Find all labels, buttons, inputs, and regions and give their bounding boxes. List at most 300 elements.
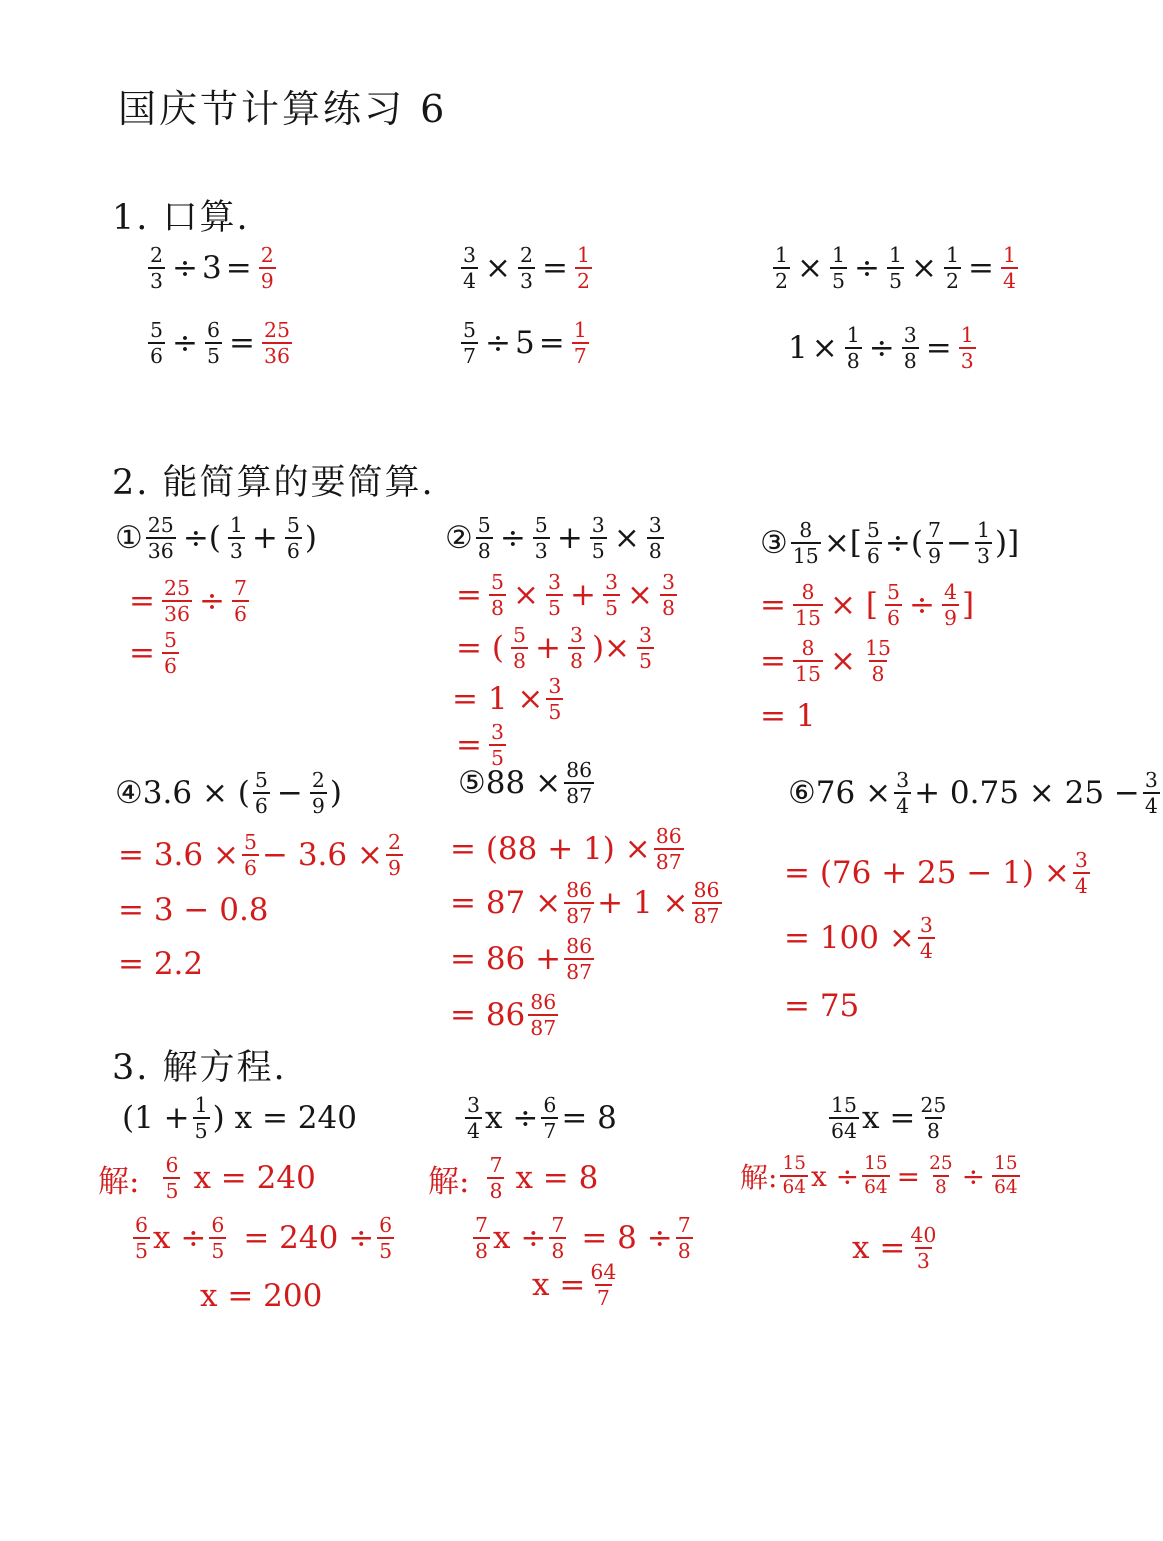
fraction	[676, 1215, 693, 1262]
numerator: 64	[590, 1260, 617, 1284]
math-text: =	[968, 250, 994, 287]
math-text: ①	[115, 520, 143, 557]
denominator: 3	[229, 539, 243, 564]
math-text: ×	[627, 577, 653, 614]
denominator: 5	[379, 1239, 393, 1264]
fraction	[590, 515, 607, 562]
numerator: 3	[648, 513, 662, 537]
denominator: 8	[846, 349, 860, 374]
denominator: 87	[530, 1016, 557, 1041]
fraction	[528, 992, 558, 1039]
s2-problem-3-step-3: = 1	[760, 698, 816, 734]
math-text: = 8 ÷	[581, 1220, 673, 1257]
numerator: 40	[910, 1223, 937, 1247]
numerator: 5	[866, 518, 880, 542]
math-text: 5	[515, 325, 535, 362]
denominator: 4	[1144, 794, 1158, 819]
math-text: =	[225, 250, 252, 287]
math-text: (1 +	[122, 1100, 190, 1137]
fraction	[926, 520, 943, 567]
denominator: 8	[934, 1177, 947, 1199]
numerator: 1	[573, 318, 587, 342]
s2-problem-5-step-3	[450, 936, 597, 983]
math-text: = 87 ×	[450, 885, 562, 922]
denominator: 3	[916, 1249, 930, 1274]
s2-problem-1-step-1	[125, 578, 252, 625]
numerator: 25	[147, 513, 174, 537]
denominator: 64	[994, 1177, 1018, 1199]
denominator: 8	[490, 596, 504, 621]
math-text: 88 ×	[485, 765, 562, 802]
math-text: ]	[961, 587, 975, 624]
fraction	[146, 515, 176, 562]
s3-equation-1-step-3: x = 200	[200, 1278, 323, 1314]
fraction	[927, 1155, 955, 1198]
s2-problem-3-question	[760, 520, 1019, 567]
math-text: ÷	[868, 330, 895, 367]
denominator: 5	[889, 269, 903, 294]
math-text: )]	[995, 525, 1020, 562]
numerator: 15	[994, 1153, 1018, 1174]
math-text: )	[329, 775, 342, 812]
math-text: ③	[760, 525, 788, 562]
denominator: 5	[832, 269, 846, 294]
numerator: 86	[566, 934, 593, 958]
math-text: ÷	[854, 250, 880, 287]
math-text: + 1 ×	[597, 885, 689, 922]
numerator: 5	[286, 513, 300, 537]
denominator: 3	[520, 269, 534, 294]
denominator: 3	[960, 349, 974, 374]
fraction	[148, 320, 165, 367]
s2-problem-1-step-2	[125, 630, 182, 677]
numerator: 7	[233, 576, 247, 600]
math-text: 解:	[428, 1163, 470, 1200]
math-text: = 240 ÷	[243, 1220, 375, 1257]
fraction	[660, 572, 677, 619]
numerator: 3	[591, 513, 605, 537]
answer-fraction	[1001, 245, 1018, 292]
denominator: 8	[477, 539, 491, 564]
fraction	[894, 770, 911, 817]
math-text: = 3.6 ×	[118, 837, 239, 874]
denominator: 7	[596, 1286, 610, 1311]
fraction	[902, 325, 919, 372]
denominator: 6	[243, 856, 257, 881]
fraction	[193, 1095, 210, 1142]
fraction	[546, 676, 563, 723]
math-text: =	[129, 635, 155, 672]
math-text: +	[251, 520, 278, 557]
math-text: x =	[852, 1230, 906, 1267]
math-text: ) x = 240	[212, 1100, 357, 1137]
answer-fraction	[572, 320, 589, 367]
denominator: 87	[693, 904, 720, 929]
numerator: 25	[264, 318, 291, 342]
denominator: 64	[782, 1177, 806, 1199]
fraction	[232, 578, 249, 625]
math-text: −	[946, 525, 972, 562]
math-text: x ÷	[153, 1220, 207, 1257]
numerator: 7	[677, 1213, 691, 1237]
denominator: 8	[569, 649, 583, 674]
fraction	[461, 320, 478, 367]
section-3-heading: 3. 解方程.	[112, 1048, 287, 1088]
denominator: 9	[387, 856, 401, 881]
numerator: 86	[566, 878, 593, 902]
fraction	[637, 625, 654, 672]
numerator: 15	[864, 636, 891, 660]
denominator: 5	[135, 1239, 149, 1264]
numerator: 1	[1003, 243, 1017, 267]
numerator: 6	[211, 1213, 225, 1237]
math-text: =	[760, 643, 786, 680]
fraction	[533, 515, 550, 562]
numerator: 1	[229, 513, 243, 537]
denominator: 8	[903, 349, 917, 374]
s2-problem-6-question	[788, 770, 1163, 817]
denominator: 6	[233, 602, 247, 627]
fraction	[568, 625, 585, 672]
s2-problem-4-step-2: = 3 − 0.8	[118, 892, 269, 928]
numerator: 86	[655, 824, 682, 848]
numerator: 7	[927, 518, 941, 542]
fraction	[845, 325, 862, 372]
math-text: ×	[485, 250, 511, 287]
denominator: 9	[311, 794, 325, 819]
s1-problem-d	[458, 320, 592, 367]
math-text: ⑤	[458, 765, 486, 802]
numerator: 5	[490, 570, 504, 594]
denominator: 4	[1003, 269, 1017, 294]
numerator: 5	[150, 318, 164, 342]
numerator: 5	[512, 623, 526, 647]
denominator: 5	[165, 1179, 179, 1204]
denominator: 3	[976, 544, 990, 569]
fraction	[603, 572, 620, 619]
numerator: 1	[976, 518, 990, 542]
numerator: 7	[489, 1153, 503, 1177]
denominator: 8	[489, 1179, 503, 1204]
fraction	[908, 1225, 938, 1272]
numerator: 6	[543, 1093, 557, 1117]
math-text: ÷	[908, 587, 935, 624]
denominator: 5	[194, 1119, 208, 1144]
math-text: ②	[445, 520, 473, 557]
fraction	[163, 1155, 180, 1202]
fraction	[242, 832, 259, 879]
denominator: 6	[866, 544, 880, 569]
page-title: 国庆节计算练习 6	[118, 87, 448, 131]
denominator: 87	[655, 850, 682, 875]
math-text: =	[760, 587, 786, 624]
numerator: 6	[135, 1213, 149, 1237]
denominator: 9	[260, 269, 274, 294]
math-text: ÷	[499, 520, 526, 557]
section-1-heading: 1. 口算.	[112, 198, 250, 238]
numerator: 5	[243, 830, 257, 854]
numerator: 7	[475, 1213, 489, 1237]
answer-fraction	[259, 245, 276, 292]
denominator: 36	[264, 344, 291, 369]
s2-problem-5-question	[458, 760, 597, 807]
math-text: ④	[115, 775, 143, 812]
s3-equation-3-step-1	[740, 1155, 1023, 1198]
denominator: 5	[639, 649, 653, 674]
numerator: 3	[1144, 768, 1158, 792]
fraction	[205, 320, 222, 367]
denominator: 5	[211, 1239, 225, 1264]
s3-equation-1-question	[122, 1095, 357, 1142]
math-text: ÷	[199, 583, 225, 620]
s2-problem-4-step-1	[118, 832, 406, 879]
denominator: 5	[591, 539, 605, 564]
s1-problem-c	[458, 245, 595, 292]
fraction	[780, 1155, 808, 1198]
math-text: = 86 +	[450, 941, 562, 978]
math-text: ×	[830, 643, 856, 680]
fraction	[564, 936, 594, 983]
denominator: 6	[286, 539, 300, 564]
numerator: 3	[569, 623, 583, 647]
section-2-heading: 2. 能简算的要简算.	[112, 463, 435, 503]
numerator: 25	[920, 1093, 947, 1117]
numerator: 2	[150, 243, 164, 267]
numerator: 8	[799, 518, 813, 542]
s2-problem-2-question	[445, 515, 667, 562]
denominator: 4	[1074, 874, 1088, 899]
denominator: 8	[871, 662, 885, 687]
fraction	[793, 582, 823, 629]
fraction	[1073, 850, 1090, 897]
numerator: 15	[831, 1093, 858, 1117]
math-text: ×	[797, 250, 823, 287]
math-text: x ÷	[493, 1220, 547, 1257]
denominator: 5	[548, 700, 562, 725]
numerator: 3	[903, 323, 917, 347]
math-text: 解:	[98, 1163, 140, 1200]
fraction	[310, 770, 327, 817]
denominator: 5	[604, 596, 618, 621]
numerator: 3	[896, 768, 910, 792]
numerator: 5	[477, 513, 491, 537]
answer-fraction	[575, 245, 592, 292]
numerator: 7	[551, 1213, 565, 1237]
fraction	[992, 1155, 1020, 1198]
s2-problem-5-step-1	[450, 826, 687, 873]
answer-fraction	[262, 320, 292, 367]
numerator: 3	[467, 1093, 481, 1117]
fraction	[541, 1095, 558, 1142]
s3-equation-2-step-2	[470, 1215, 696, 1262]
denominator: 15	[794, 606, 821, 631]
math-text: )×	[591, 630, 631, 667]
math-text: =	[229, 325, 255, 362]
math-text: ÷(	[182, 520, 221, 557]
numerator: 2	[260, 243, 274, 267]
denominator: 5	[490, 746, 504, 771]
math-text: × [	[830, 587, 878, 624]
fraction	[862, 1155, 890, 1198]
numerator: 1	[960, 323, 974, 347]
denominator: 87	[566, 904, 593, 929]
numerator: 5	[163, 628, 177, 652]
denominator: 4	[919, 939, 933, 964]
fraction	[791, 520, 821, 567]
numerator: 8	[801, 636, 815, 660]
denominator: 6	[886, 606, 900, 631]
denominator: 36	[163, 602, 190, 627]
fraction	[487, 1155, 504, 1202]
numerator: 3	[919, 913, 933, 937]
denominator: 87	[566, 784, 593, 809]
numerator: 1	[194, 1093, 208, 1117]
numerator: 3	[639, 623, 653, 647]
denominator: 7	[573, 344, 587, 369]
s2-problem-6-step-3: = 75	[784, 988, 860, 1024]
fraction	[918, 915, 935, 962]
math-text: ×[	[823, 525, 862, 562]
math-text: ×	[811, 330, 838, 367]
fraction	[1143, 770, 1160, 817]
math-text: 解:	[740, 1161, 778, 1195]
denominator: 8	[926, 1119, 940, 1144]
denominator: 87	[566, 960, 593, 985]
s1-problem-f	[788, 325, 979, 372]
numerator: 6	[165, 1153, 179, 1177]
denominator: 5	[207, 344, 221, 369]
fraction	[386, 832, 403, 879]
denominator: 2	[577, 269, 591, 294]
math-text: =	[456, 727, 482, 764]
math-text: =	[542, 250, 568, 287]
fraction	[942, 582, 959, 629]
denominator: 8	[512, 649, 526, 674]
fraction	[793, 638, 823, 685]
s2-problem-6-step-1	[784, 850, 1093, 897]
math-text: ÷	[961, 1159, 986, 1193]
fraction	[476, 515, 493, 562]
denominator: 64	[864, 1177, 888, 1199]
numerator: 3	[604, 570, 618, 594]
s2-problem-2-step-1	[452, 572, 680, 619]
fraction	[162, 578, 192, 625]
s3-equation-3-question	[826, 1095, 951, 1142]
numerator: 3	[463, 243, 477, 267]
fraction	[465, 1095, 482, 1142]
answer-fraction	[959, 325, 976, 372]
numerator: 3	[490, 720, 504, 744]
denominator: 8	[677, 1239, 691, 1264]
math-text: 3.6 × (	[142, 775, 250, 812]
math-text: =	[538, 325, 565, 362]
numerator: 25	[929, 1153, 953, 1174]
numerator: 4	[943, 580, 957, 604]
s2-problem-3-step-2	[756, 638, 896, 685]
math-text: ⑥	[788, 775, 816, 812]
denominator: 36	[147, 539, 174, 564]
math-text: +	[570, 577, 596, 614]
denominator: 8	[551, 1239, 565, 1264]
fraction	[253, 770, 270, 817]
math-text: = 86	[450, 997, 526, 1034]
s3-equation-2-step-3	[532, 1262, 621, 1309]
math-text: 1	[788, 330, 808, 367]
denominator: 7	[543, 1119, 557, 1144]
fraction	[546, 572, 563, 619]
s3-equation-1-step-1	[98, 1155, 316, 1202]
numerator: 1	[577, 243, 591, 267]
numerator: 1	[832, 243, 846, 267]
math-text: 76 ×	[815, 775, 892, 812]
fraction	[564, 880, 594, 927]
math-text: =	[925, 330, 952, 367]
fraction	[461, 245, 478, 292]
fraction	[773, 245, 790, 292]
fraction	[489, 572, 506, 619]
math-text: ×	[911, 250, 937, 287]
math-text: ÷	[172, 250, 198, 287]
fraction	[975, 520, 992, 567]
numerator: 1	[946, 243, 960, 267]
denominator: 4	[463, 269, 477, 294]
numerator: 1	[775, 243, 789, 267]
math-text: ×	[613, 520, 640, 557]
numerator: 3	[1074, 848, 1088, 872]
fraction	[564, 760, 594, 807]
numerator: 3	[547, 570, 561, 594]
math-text: x = 8	[515, 1160, 599, 1197]
s3-equation-2-question	[462, 1095, 617, 1142]
math-text: 3	[202, 250, 222, 287]
math-text: = 100 ×	[784, 920, 915, 957]
math-text: =	[896, 1159, 921, 1193]
denominator: 2	[775, 269, 789, 294]
fraction	[228, 515, 245, 562]
s2-problem-2-step-3	[452, 676, 566, 723]
math-text: − 3.6 ×	[261, 837, 383, 874]
fraction	[473, 1215, 490, 1262]
numerator: 6	[207, 318, 221, 342]
math-text: = (76 + 25 − 1) ×	[784, 855, 1070, 892]
math-text: x ÷	[485, 1100, 539, 1137]
math-text: )	[304, 520, 318, 557]
math-text: = (88 + 1) ×	[450, 831, 651, 868]
denominator: 64	[831, 1119, 858, 1144]
fraction	[654, 826, 684, 873]
denominator: 4	[896, 794, 910, 819]
fraction	[865, 520, 882, 567]
fraction	[133, 1215, 150, 1262]
denominator: 8	[661, 596, 675, 621]
numerator: 3	[661, 570, 675, 594]
numerator: 2	[311, 768, 325, 792]
math-text: x =	[862, 1100, 916, 1137]
denominator: 8	[475, 1239, 489, 1264]
s2-problem-4-step-3: = 2.2	[118, 946, 204, 982]
fraction	[209, 1215, 226, 1262]
denominator: 6	[150, 344, 164, 369]
s2-problem-3-step-1	[756, 582, 974, 629]
math-text: x ÷	[810, 1159, 860, 1193]
numerator: 86	[693, 878, 720, 902]
fraction	[285, 515, 302, 562]
numerator: 2	[520, 243, 534, 267]
s1-problem-e	[770, 245, 1021, 292]
math-text: −	[276, 775, 303, 812]
fraction	[692, 880, 722, 927]
fraction	[887, 245, 904, 292]
